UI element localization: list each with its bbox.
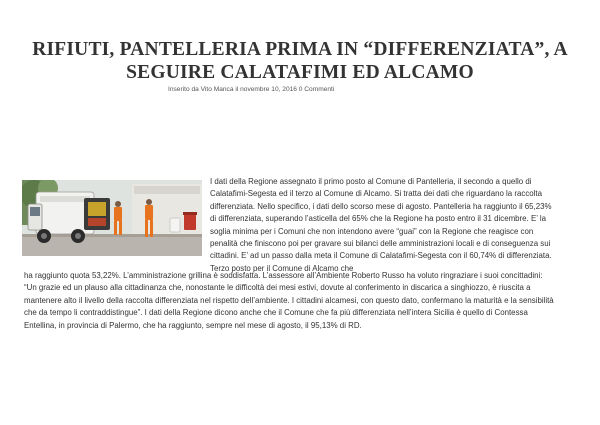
comments-link[interactable]: 0 Commenti [298, 86, 335, 93]
garbage-truck-photo [22, 180, 202, 256]
article-body-wrapped: I dati della Regione assegnato il primo posto al Comune di Pantelleria, il secondo a quello di Calatafimi-Segesta ed il terzo al Comune di Alcamo. Si tratta dei dati che riguardano la raccolta differenziata. Nello specifico, i dati dello scorso mese di agosto. Pantelleria ha raggiunto il 65,23% di differenziata, superando l’asticella del 65% che la Regione ha posto entro il 31 dicembre. E’ la soglia minima per i Comuni che non intendono avere “guai” con la Regione che reagisce con penalità che finiscono poi per gravare sui bilanci delle amministrazioni locali e di conseguenza sui cittadini. E’ ad un passo dalla meta il Comune di Calatafimi-Segesta con il 60,74% di differenziata. Terzo posto per il Comune di Alcamo che [210, 177, 552, 273]
article-photo [22, 180, 202, 256]
article-title: RIFIUTI, PANTELLERIA PRIMA IN “DIFFERENZIATA”, A SEGUIRE CALATAFIMI ED ALCAMO [32, 39, 568, 83]
article-meta [168, 86, 334, 93]
post-date: il novembre 10, 2016 [235, 86, 297, 93]
article-body-full: ha raggiunto quota 53,22%. L’amministrazione grillina è soddisfatta. L’assessore all’Ambiente Roberto Russo ha voluto ringraziare i suoi concittadini: “Un grazie ed un plauso alla cittadinanza che, nonostante le difficoltà dei mesi estivi, dovute al conferimento in discarica a singhiozzo, è riuscita a mantenere alto il livello della raccolta differenziata nel rispetto dell’ambiente. I cittadini alcamesi, con questo dato, confermano la maturità e la sensibilità che da tempo li contraddistingue”. I dati della Regione dicono anche che il Comune che fa più differenziata nell’intera Sicilia è quello di Contessa Entellina, in provincia di Palermo, che ha raggiunto, sempre nel mese di agosto, il 95,13% di RD. [24, 271, 554, 330]
meta-prefix: Inserito da [168, 86, 199, 93]
author-link[interactable]: Vito Manca [200, 86, 234, 93]
